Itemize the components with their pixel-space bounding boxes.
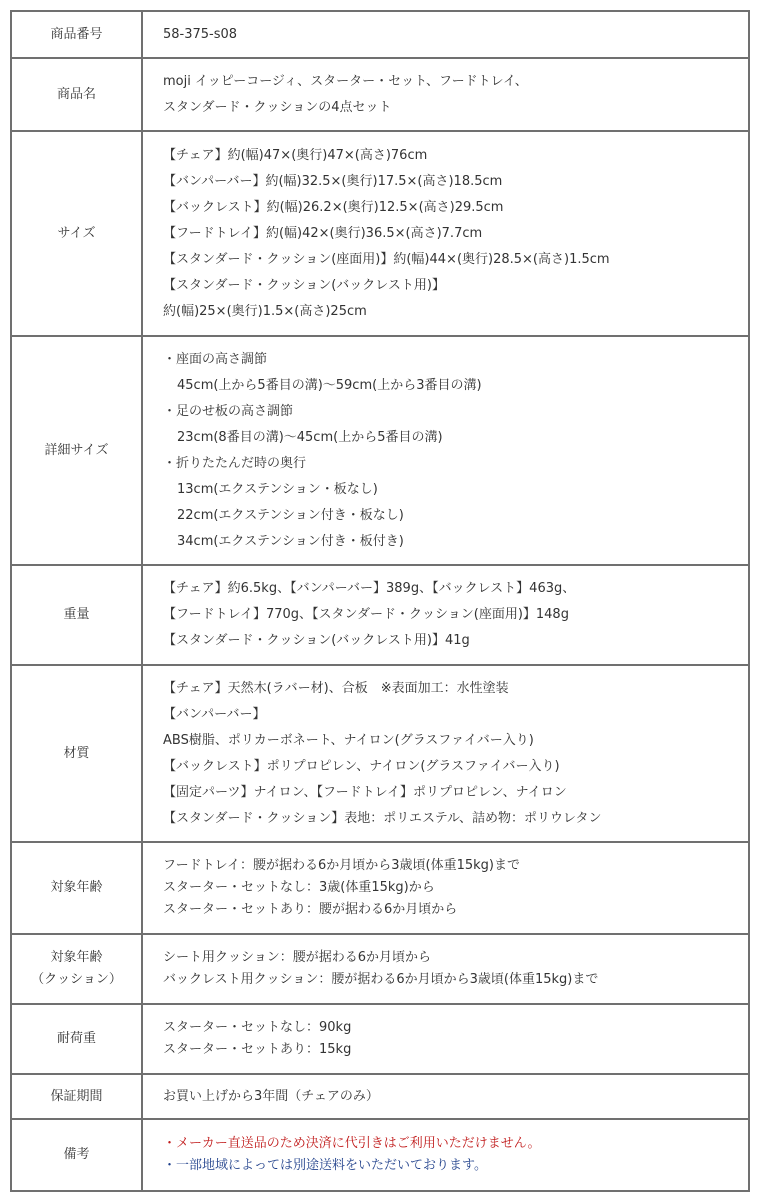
value-line: シート用クッション：腰が据わる6か月頃から xyxy=(163,950,432,965)
notice-cod-unavailable: ・メーカー直送品のため決済に代引きはご利用いただけません。 xyxy=(163,1136,541,1151)
row-label: 材質 xyxy=(11,665,142,842)
row-label: サイズ xyxy=(11,131,142,336)
row-label: 詳細サイズ xyxy=(11,336,142,565)
row-label: 備考 xyxy=(11,1119,142,1191)
value-line: ABS樹脂、ポリカーボネート、ナイロン(グラスファイバー入り) xyxy=(163,732,534,748)
row-label: 商品名 xyxy=(11,58,142,131)
value-line: ・折りたたんだ時の奥行 xyxy=(163,455,307,471)
row-value xyxy=(142,1119,749,1191)
value-line: スターター・セットなし：3歳(体重15kg)から xyxy=(163,880,435,895)
table-row-load-capacity xyxy=(11,1004,749,1074)
value-line: moji イッピーコージィ、スターター・セット、フードトレイ、 xyxy=(163,73,528,89)
value-line: 23cm(8番目の溝)〜45cm(上から5番目の溝) xyxy=(177,429,443,445)
value-line: 58-375-s08 xyxy=(163,26,238,42)
value-line: 22cm(エクステンション付き・板なし) xyxy=(177,507,404,523)
row-value xyxy=(142,665,749,842)
value-line: 【固定パーツ】ナイロン、【フードトレイ】ポリプロピレン、ナイロン xyxy=(163,784,567,800)
row-label-line: 対象年齢 xyxy=(50,950,103,965)
row-value xyxy=(142,131,749,336)
row-value xyxy=(142,934,749,1004)
value-line: スターター・セットあり：腰が据わる6か月頃から xyxy=(163,902,458,917)
table-row-warranty xyxy=(11,1074,749,1119)
value-line: ・座面の高さ調節 xyxy=(163,351,268,367)
table-row-material xyxy=(11,665,749,842)
row-value xyxy=(142,58,749,131)
table-row-weight xyxy=(11,565,749,665)
value-line: 【スタンダード・クッション】表地：ポリエステル、詰め物：ポリウレタン xyxy=(163,810,602,826)
row-value xyxy=(142,1074,749,1119)
value-line: 【チェア】約6.5kg、【バンパーバー】389g、【バックレスト】463g、 xyxy=(163,581,576,596)
row-value xyxy=(142,842,749,934)
value-line: フードトレイ：腰が据わる6か月頃から3歳頃(体重15kg)まで xyxy=(163,858,520,873)
row-label: 耐荷重 xyxy=(11,1004,142,1074)
row-label: 対象年齢 xyxy=(11,842,142,934)
table-row-product-number xyxy=(11,11,749,58)
row-value xyxy=(142,11,749,58)
row-value xyxy=(142,336,749,565)
row-label: 重量 xyxy=(11,565,142,665)
value-line: 【スタンダード・クッション(バックレスト用)】 xyxy=(163,277,445,293)
table-row-product-name xyxy=(11,58,749,131)
value-line: ・足のせ板の高さ調節 xyxy=(163,403,294,419)
row-value xyxy=(142,1004,749,1074)
value-line: 【フードトレイ】770g、【スタンダード・クッション(座面用)】148g xyxy=(163,607,569,622)
value-line: 【スタンダード・クッション(バックレスト用)】41g xyxy=(163,633,470,648)
value-line: 【バンパーバー】約(幅)32.5×(奥行)17.5×(高さ)18.5cm xyxy=(163,173,503,189)
value-line: スターター・セットあり：15kg xyxy=(163,1042,352,1057)
table-row-size xyxy=(11,131,749,336)
product-spec-table xyxy=(10,10,750,1192)
table-row-target-age-cushion xyxy=(11,934,749,1004)
value-line: バックレスト用クッション：腰が据わる6か月頃から3歳頃(体重15kg)まで xyxy=(163,972,599,987)
table-row-target-age xyxy=(11,842,749,934)
value-line: 【バックレスト】ポリプロピレン、ナイロン(グラスファイバー入り) xyxy=(163,758,560,774)
row-value xyxy=(142,565,749,665)
value-line: 【フードトレイ】約(幅)42×(奥行)36.5×(高さ)7.7cm xyxy=(163,225,483,241)
table-row-notes xyxy=(11,1119,749,1191)
row-label xyxy=(11,934,142,1004)
value-line: 34cm(エクステンション付き・板付き) xyxy=(177,533,404,549)
row-label: 保証期間 xyxy=(11,1074,142,1119)
value-line: 【バンパーバー】 xyxy=(163,706,266,722)
value-line: スターター・セットなし：90kg xyxy=(163,1020,352,1035)
value-line: 【バックレスト】約(幅)26.2×(奥行)12.5×(高さ)29.5cm xyxy=(163,199,504,215)
row-label: 商品番号 xyxy=(11,11,142,58)
value-line: 約(幅)25×(奥行)1.5×(高さ)25cm xyxy=(163,303,367,319)
value-line: お買い上げから3年間（チェアのみ） xyxy=(163,1088,379,1104)
value-line: 【チェア】約(幅)47×(奥行)47×(高さ)76cm xyxy=(163,147,428,163)
value-line: 13cm(エクステンション・板なし) xyxy=(177,481,378,497)
value-line: スタンダード・クッションの4点セット xyxy=(163,99,392,115)
value-line: 45cm(上から5番目の溝)〜59cm(上から3番目の溝) xyxy=(177,377,482,393)
notice-extra-shipping: ・一部地域によっては別途送料をいただいております。 xyxy=(163,1158,487,1173)
value-line: 【チェア】天然木(ラバー材)、合板 ※表面加工：水性塗装 xyxy=(163,680,509,696)
value-line: 【スタンダード・クッション(座面用)】約(幅)44×(奥行)28.5×(高さ)1.5cm xyxy=(163,251,610,267)
table-row-detail-size xyxy=(11,336,749,565)
row-label-line: （クッション） xyxy=(31,972,122,987)
